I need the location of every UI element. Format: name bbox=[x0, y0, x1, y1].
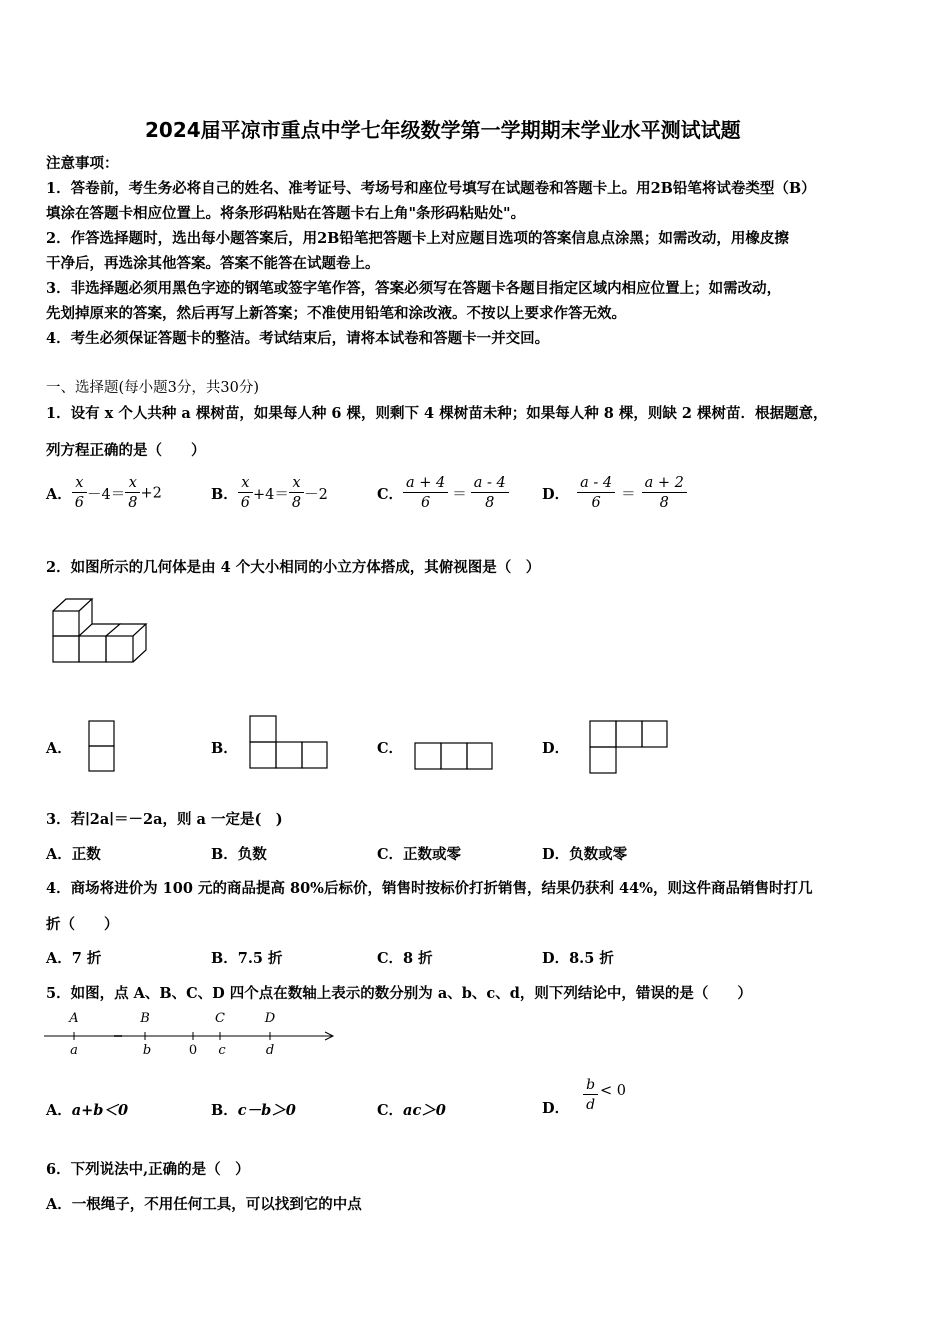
q6-option-a: A．一根绳子，不用任何工具，可以找到它的中点 bbox=[46, 1196, 362, 1213]
notice-line: 填涂在答题卡相应位置上。将条形码粘贴在答题卡右上角"条形码粘贴处"。 bbox=[46, 205, 526, 222]
q2-option-c-figure bbox=[414, 742, 494, 770]
question-2-text: 2．如图所示的几何体是由 4 个大小相同的小立方体搭成，其俯视图是（ ） bbox=[46, 559, 541, 576]
notice-line: 3．非选择题必须用黑色字迹的钢笔或签字笔作答，答案必须写在答题卡各题目指定区域内相应位置上；如需改动， bbox=[46, 280, 782, 297]
axis-point-label: C bbox=[215, 1011, 225, 1026]
notice-line: 干净后，再选涂其他答案。答案不能答在试题卷上。 bbox=[46, 255, 380, 272]
notice-line: 先划掉原来的答案，然后再写上新答案；不准使用铅笔和涂改液。不按以上要求作答无效。 bbox=[46, 305, 626, 322]
q2-option-b-figure bbox=[249, 715, 329, 769]
question-1-text: 列方程正确的是（ ） bbox=[46, 442, 206, 459]
q5-option-b: B．c－b＞0 bbox=[211, 1102, 296, 1119]
q2-option-d-label: D． bbox=[542, 740, 570, 757]
q1-option-b: B． $\frac{x}{6}$ +4＝ $\frac{x}{8}$ －2 bbox=[211, 475, 328, 511]
q4-option-c: C．8 折 bbox=[377, 950, 433, 967]
q1-option-d: D． $\frac{a - 4}{6}$ ＝ $\frac{a + 2}{8}$ bbox=[542, 474, 687, 513]
fraction: $\frac{a - 4}{6}$ bbox=[577, 474, 615, 513]
number-line bbox=[44, 1008, 338, 1060]
q1-option-c: C． $\frac{a + 4}{6}$ ＝ $\frac{a - 4}{8}$ bbox=[377, 474, 509, 513]
option-label: C． bbox=[377, 486, 404, 503]
option-label: A． bbox=[46, 486, 72, 503]
notice-line: 1．答卷前，考生务必将自己的姓名、准考证号、考场号和座位号填写在试题卷和答题卡上。用2B铅笔将试卷类型（B） bbox=[46, 180, 816, 197]
q2-option-b-label: B． bbox=[211, 740, 238, 757]
axis-point-label: A bbox=[69, 1011, 79, 1026]
q3-option-c: C．正数或零 bbox=[377, 846, 462, 863]
q3-option-d: D．负数或零 bbox=[542, 846, 628, 863]
fraction: $\frac{x}{8}$ bbox=[289, 474, 304, 513]
q1-option-a: A． $\frac{x}{6}$ －4＝ $\frac{x}{8}$ +2 bbox=[46, 475, 162, 511]
axis-value-label: b bbox=[142, 1043, 152, 1058]
fraction: $\frac{x}{8}$ bbox=[125, 474, 140, 513]
fraction: $\frac{b}{d}$ bbox=[583, 1076, 598, 1115]
q5-option-c: C．ac＞0 bbox=[377, 1102, 446, 1119]
fraction: $\frac{x}{6}$ bbox=[72, 474, 87, 513]
notice-heading: 注意事项： bbox=[46, 155, 119, 172]
q4-option-b: B．7.5 折 bbox=[211, 950, 283, 967]
fraction: $\frac{a - 4}{8}$ bbox=[471, 474, 509, 513]
question-6-text: 6．下列说法中,正确的是（ ） bbox=[46, 1161, 250, 1178]
option-label: B． bbox=[211, 486, 238, 503]
q2-option-d-figure bbox=[589, 720, 669, 774]
axis-value-label: c bbox=[218, 1043, 226, 1058]
axis-value-label: a bbox=[70, 1043, 78, 1058]
axis-value-label: d bbox=[265, 1043, 275, 1058]
q5-option-a: A．a+b＜0 bbox=[46, 1102, 129, 1119]
q5-option-d: D． $\frac{b}{d}$ < 0 bbox=[542, 1077, 627, 1117]
question-3-text: 3．若∣2a∣＝－2a，则 a 一定是( ) bbox=[46, 811, 283, 828]
q2-option-a-figure bbox=[88, 720, 116, 772]
fraction: $\frac{x}{6}$ bbox=[238, 474, 253, 513]
q3-option-a: A．正数 bbox=[46, 846, 101, 863]
fraction: $\frac{a + 2}{8}$ bbox=[642, 474, 687, 513]
axis-point-label: D bbox=[264, 1011, 276, 1026]
question-1-text: 1．设有 x 个人共种 a 棵树苗，如果每人种 6 棵，则剩下 4 棵树苗未种；如果每人种 8 棵，则缺 2 棵树苗．根据题意， bbox=[46, 405, 828, 422]
notice-line: 2．作答选择题时，选出每小题答案后，用2B铅笔把答题卡上对应题目选项的答案信息点涂黑；如需改动，用橡皮擦 bbox=[46, 230, 789, 247]
fraction: $\frac{a + 4}{6}$ bbox=[403, 474, 448, 513]
question-4-text: 折（ ） bbox=[46, 916, 119, 933]
q2-option-a-label: A． bbox=[46, 740, 72, 757]
q2-option-c-label: C． bbox=[377, 740, 404, 757]
section-heading: 一、选择题(每小题3分，共30分) bbox=[46, 380, 259, 396]
question-4-text: 4．商场将进价为 100 元的商品提高 80%后标价，销售时按标价打折销售，结果仍获利 44%，则这件商品销售时打几 bbox=[46, 880, 813, 897]
q4-option-a: A．7 折 bbox=[46, 950, 102, 967]
cube-solid-figure bbox=[50, 596, 150, 666]
question-5-text: 5．如图，点 A、B、C、D 四个点在数轴上表示的数分别为 a、b、c、d，则下列结论中，错误的是（ ） bbox=[46, 985, 752, 1002]
q4-option-d: D．8.5 折 bbox=[542, 950, 614, 967]
option-label: D． bbox=[542, 486, 570, 503]
notice-line: 4．考生必须保证答题卡的整洁。考试结束后，请将本试卷和答题卡一并交回。 bbox=[46, 330, 550, 347]
page-title: 2024届平凉市重点中学七年级数学第一学期期末学业水平测试试题 bbox=[145, 118, 741, 142]
axis-point-label: B bbox=[140, 1011, 150, 1026]
axis-zero-label: 0 bbox=[188, 1043, 198, 1058]
q3-option-b: B．负数 bbox=[211, 846, 267, 863]
